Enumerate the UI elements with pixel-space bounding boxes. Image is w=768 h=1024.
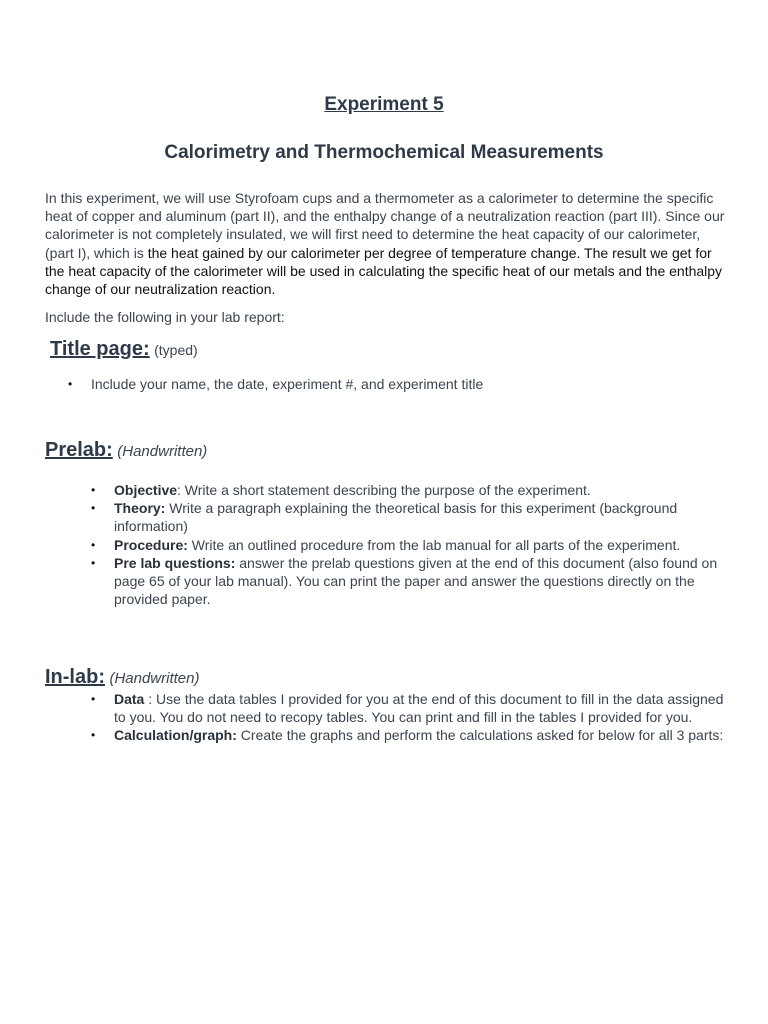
bullet-icon: • — [68, 377, 73, 391]
list-item — [91, 481, 734, 499]
list-item-text: : Use the data tables I provided for you at the end of this document to fill in the data assigned to you. You do not need to recopy tables. You can print and fill in the tables I provided for you. — [114, 691, 724, 726]
list-item — [91, 536, 734, 554]
bullet-icon: • — [91, 728, 96, 743]
inlab-list — [91, 690, 734, 745]
intro-text-part2: the heat gained by our calorimeter per degree of temperature change. The result we get for the heat capacity of the calorimeter will be used in calculating the specific heat of our metals and the enthalpy change of our neutralization reaction. — [45, 244, 723, 298]
inlab-heading: In-lab: — [45, 666, 105, 688]
list-item — [91, 499, 734, 535]
document-subtitle: Calorimetry and Thermochemical Measurements — [164, 142, 604, 163]
bullet-icon: • — [91, 537, 96, 552]
bullet-icon: • — [91, 501, 96, 516]
list-item-label: Data — [114, 691, 145, 707]
list-item — [91, 690, 734, 726]
list-item-text: Write a paragraph explaining the theoretical basis for this experiment (background information) — [114, 500, 678, 535]
prelab-heading-row — [45, 439, 207, 462]
list-item-text: : Write a short statement describing the purpose of the experiment. — [177, 482, 591, 498]
title-page-heading: Title page: — [50, 338, 150, 360]
experiment-title: Experiment 5 — [324, 94, 444, 115]
bullet-icon: • — [91, 555, 96, 570]
intro-paragraph — [45, 189, 725, 298]
list-item — [91, 554, 734, 609]
prelab-note: (Handwritten) — [117, 443, 208, 460]
list-item — [91, 726, 734, 744]
list-item-text: Create the graphs and perform the calculations asked for below for all 3 parts: — [236, 727, 724, 744]
list-item-text: Write an outlined procedure from the lab manual for all parts of the experiment. — [187, 536, 681, 553]
prelab-heading: Prelab: — [45, 439, 113, 461]
intro-text-part1: In this experiment, we will use Styrofoam cups and a thermometer as a calorimeter to determine the specific heat of copper and aluminum (part II), and the enthalpy change of a neutralization reaction (part III). Since our calorimeter is not completely insulated, we will first need to determine the heat capacity of our calorimeter, (part I), which is — [45, 190, 725, 261]
list-item — [68, 375, 711, 393]
list-item-label: Objective — [114, 482, 178, 498]
prelab-list — [91, 481, 734, 608]
list-item-label: Calculation/graph: — [114, 727, 237, 744]
bullet-icon: • — [91, 483, 96, 497]
bullet-icon: • — [91, 692, 96, 706]
list-item-label: Theory: — [114, 500, 166, 517]
list-item-text: answer the prelab questions given at the end of this document (also found on page 65 of your lab manual). You can print the paper and answer the questions directly on the provided paper. — [114, 554, 718, 608]
title-page-note: (typed) — [154, 342, 198, 358]
list-item-label: Pre lab questions: — [114, 554, 236, 571]
list-item-label: Procedure: — [114, 536, 188, 553]
title-page-heading-row — [50, 338, 198, 361]
inlab-heading-row — [45, 666, 199, 689]
title-page-list — [68, 375, 711, 393]
include-instruction: Include the following in your lab report: — [45, 309, 285, 325]
list-item-text: Include your name, the date, experiment #, and experiment title — [91, 376, 484, 392]
inlab-note: (Handwritten) — [109, 670, 200, 687]
